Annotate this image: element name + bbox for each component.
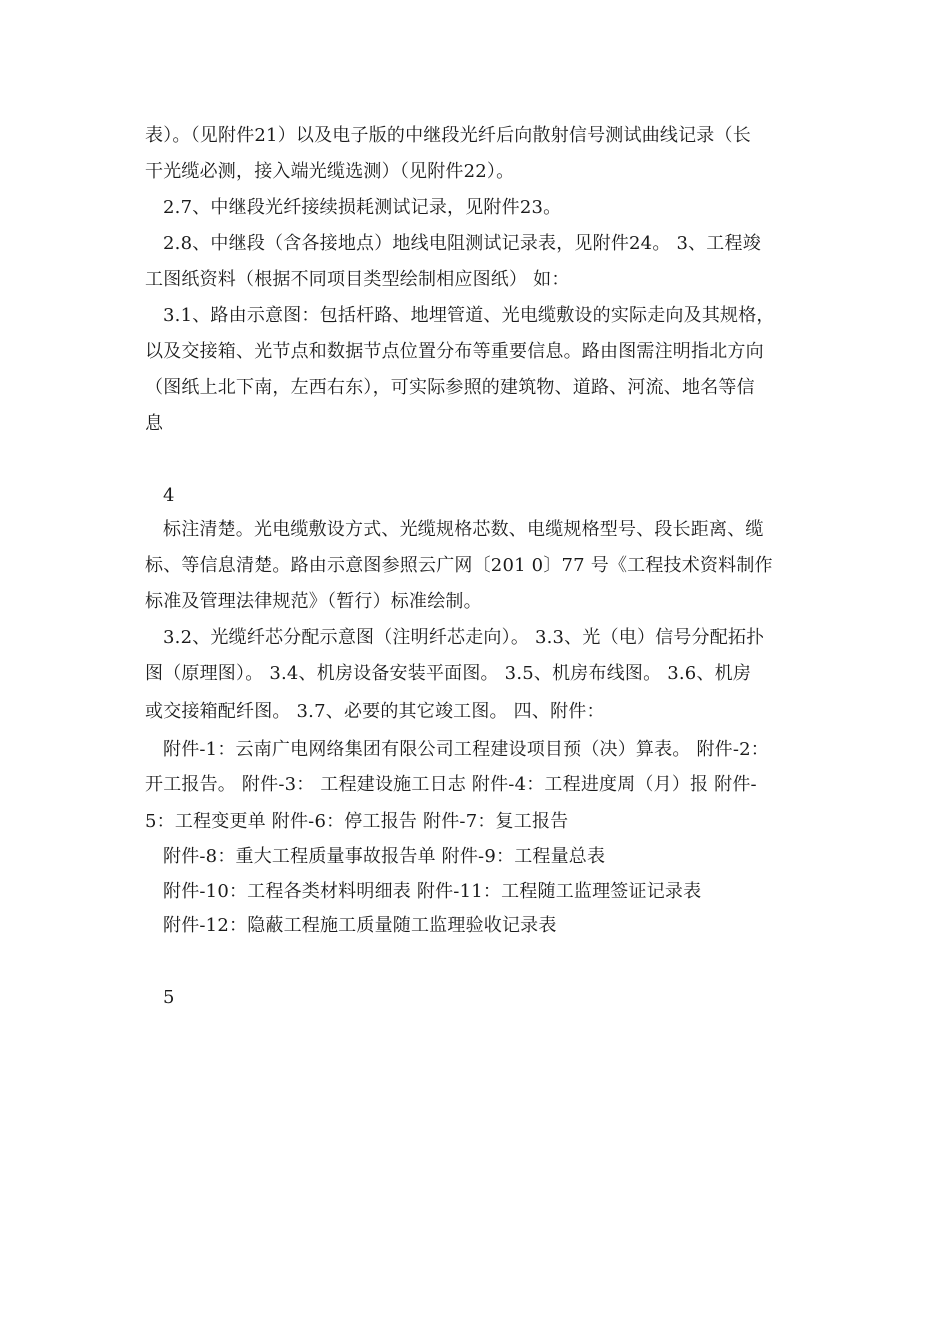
- text-line: 附件-12：隐蔽工程施工质量随工监理验收记录表: [163, 915, 557, 936]
- text-line: 附件-8：重大工程质量事故报告单 附件-9：工程量总表: [163, 846, 606, 867]
- text-line: 开工报告。 附件-3： 工程建设施工日志 附件-4：工程进度周（月）报 附件-: [145, 774, 757, 795]
- text-line: 标注清楚。光电缆敷设方式、光缆规格芯数、电缆规格型号、段长距离、缆: [163, 519, 764, 540]
- text-line: 附件-1：云南广电网络集团有限公司工程建设项目预（决）算表。 附件-2：: [163, 739, 769, 760]
- text-line: 干光缆必测，接入端光缆选测）（见附件22）。: [145, 161, 515, 182]
- text-line: 或交接箱配纤图。 3.7、必要的其它竣工图。 四、附件：: [145, 701, 605, 722]
- text-line: 2.7、中继段光纤接续损耗测试记录，见附件23。: [163, 197, 562, 218]
- text-line: 2.8、中继段（含各接地点）地线电阻测试记录表，见附件24。 3、工程竣: [163, 233, 761, 254]
- text-line: 3.1、路由示意图：包括杆路、地埋管道、光电缆敷设的实际走向及其规格，: [163, 305, 775, 326]
- page-number: 5: [163, 987, 175, 1008]
- text-line: 息: [145, 413, 164, 434]
- text-line: 工图纸资料（根据不同项目类型绘制相应图纸） 如：: [145, 269, 570, 290]
- text-line: 以及交接箱、光节点和数据节点位置分布等重要信息。路由图需注明指北方向: [145, 341, 764, 362]
- text-line: 3.2、光缆纤芯分配示意图（注明纤芯走向）。 3.3、光（电）信号分配拓扑: [163, 627, 765, 648]
- text-line: 5：工程变更单 附件-6：停工报告 附件-7：复工报告: [145, 811, 569, 832]
- text-line: 表）。（见附件21）以及电子版的中继段光纤后向散射信号测试曲线记录（长: [145, 125, 751, 146]
- text-line: 标、等信息清楚。路由示意图参照云广网〔201 0〕77 号《工程技术资料制作: [145, 555, 773, 576]
- text-line: （图纸上北下南，左西右东），可实际参照的建筑物、道路、河流、地名等信: [145, 377, 755, 398]
- page-number: 4: [163, 485, 175, 506]
- text-line: 标准及管理法律规范》（暂行）标准绘制。: [145, 591, 482, 612]
- text-line: 附件-10：工程各类材料明细表 附件-11：工程随工监理签证记录表: [163, 881, 702, 902]
- text-line: 图（原理图）。 3.4、机房设备安装平面图。 3.5、机房布线图。 3.6、机房: [145, 663, 752, 684]
